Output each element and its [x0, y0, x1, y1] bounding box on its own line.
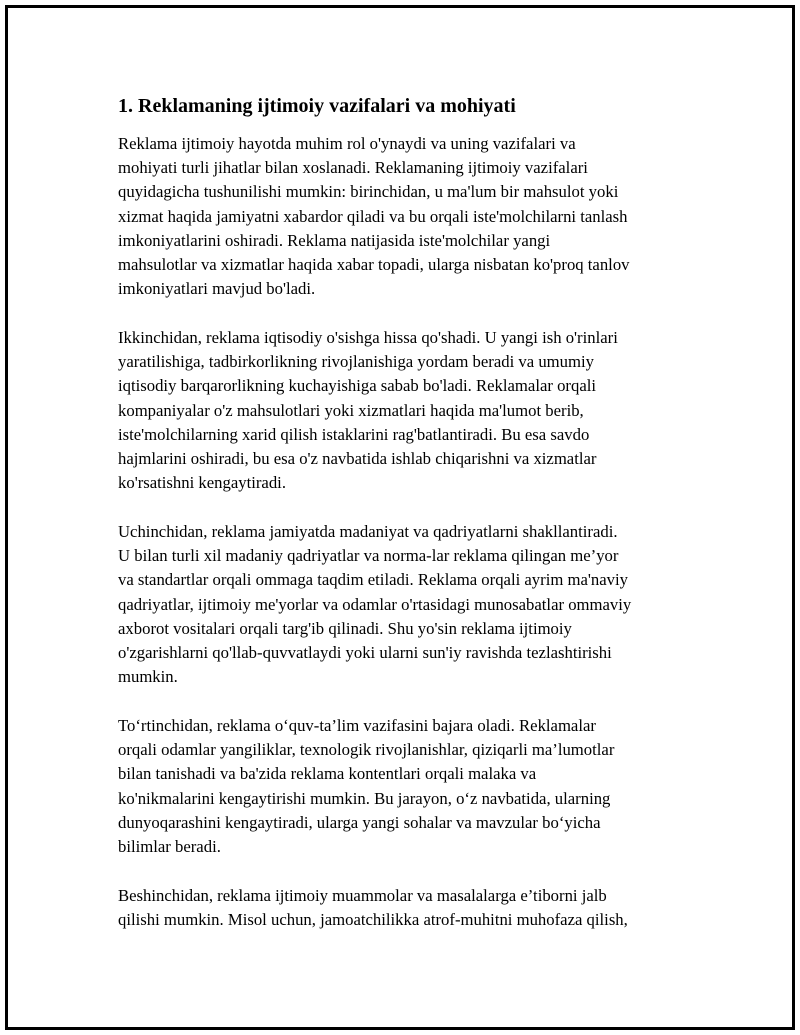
text-line: yaratilishiga, tadbirkorlikning rivojlanishiga yordam beradi va umumiy — [118, 352, 594, 372]
text-line: quyidagicha tushunilishi mumkin: birinchidan, u ma'lum bir mahsulot yoki — [118, 182, 619, 202]
text-line: kompaniyalar o'z mahsulotlari yoki xizmatlari haqida ma'lumot berib, — [118, 400, 584, 420]
paragraph-5 — [118, 884, 693, 932]
text-line: xizmat haqida jamiyatni xabardor qiladi va bu orqali iste'molchilarni tanlash — [118, 206, 628, 226]
text-line: imkoniyatlarini oshiradi. Reklama natijasida iste'molchilar yangi — [118, 230, 551, 250]
text-line: va standartlar orqali ommaga taqdim etiladi. Reklama orqali ayrim ma'naviy — [118, 570, 628, 590]
document-body — [118, 94, 693, 957]
text-line: ko'nikmalarini kengaytirishi mumkin. Bu jarayon, o‘z navbatida, ularning — [118, 788, 611, 808]
paragraph-4 — [118, 714, 693, 859]
text-line: ko'rsatishni kengaytiradi. — [118, 473, 286, 493]
text-line: iste'molchilarning xarid qilish istaklarini rag'batlantiradi. Bu esa savdo — [118, 424, 590, 444]
text-line: mumkin. — [118, 667, 178, 687]
text-line: mahsulotlar va xizmatlar haqida xabar topadi, ularga nisbatan ko'proq tanlov — [118, 255, 630, 275]
paragraph-2 — [118, 326, 693, 495]
text-line: imkoniyatlari mavjud bo'ladi. — [118, 279, 316, 299]
paragraph-1 — [118, 132, 693, 301]
text-line: orqali odamlar yangiliklar, texnologik rivojlanishlar, qiziqarli ma’lumotlar — [118, 740, 615, 760]
text-line: dunyoqarashini kengaytiradi, ularga yangi sohalar va mavzular bo‘yicha — [118, 812, 601, 832]
text-line: qilishi mumkin. Misol uchun, jamoatchilikka atrof-muhitni muhofaza qilish, — [118, 910, 628, 930]
text-line: qadriyatlar, ijtimoiy me'yorlar va odamlar o'rtasidagi munosabatlar ommaviy — [118, 594, 632, 614]
text-line: iqtisodiy barqarorlikning kuchayishiga sabab bo'ladi. Reklamalar orqali — [118, 376, 597, 396]
text-line: hajmlarini oshiradi, bu esa o'z navbatida ishlab chiqarishni va xizmatlar — [118, 449, 597, 469]
text-line: Reklama ijtimoiy hayotda muhim rol o'ynaydi va uning vazifalari va — [118, 134, 576, 153]
text-line: U bilan turli xil madaniy qadriyatlar va norma-lar reklama qilingan me’yor — [118, 546, 619, 566]
text-line: Ikkinchidan, reklama iqtisodiy o'sishga hissa qo'shadi. U yangi ish o'rinlari — [118, 328, 618, 348]
paragraph-3 — [118, 520, 693, 689]
text-line: axborot vositalari orqali targ'ib qilinadi. Shu yo'sin reklama ijtimoiy — [118, 618, 572, 638]
text-line: Uchinchidan, reklama jamiyatda madaniyat va qadriyatlarni shakllantiradi. — [118, 522, 618, 542]
text-line: mohiyati turli jihatlar bilan xoslanadi. Reklamaning ijtimoiy vazifalari — [118, 158, 588, 178]
text-line: Beshinchidan, reklama ijtimoiy muammolar va masalalarga e’tiborni jalb — [118, 885, 607, 905]
text-line: o'zgarishlarni qo'llab-quvvatlaydi yoki ularni sun'iy ravishda tezlashtirishi — [118, 643, 612, 663]
text-line: bilan tanishadi va ba'zida reklama kontentlari orqali malaka va — [118, 764, 537, 784]
section-heading: 1. Reklamaning ijtimoiy vazifalari va mohiyati — [118, 95, 516, 117]
text-line: To‘rtinchidan, reklama o‘quv-ta’lim vazifasini bajara oladi. Reklamalar — [118, 716, 596, 736]
text-line: bilimlar beradi. — [118, 837, 221, 857]
